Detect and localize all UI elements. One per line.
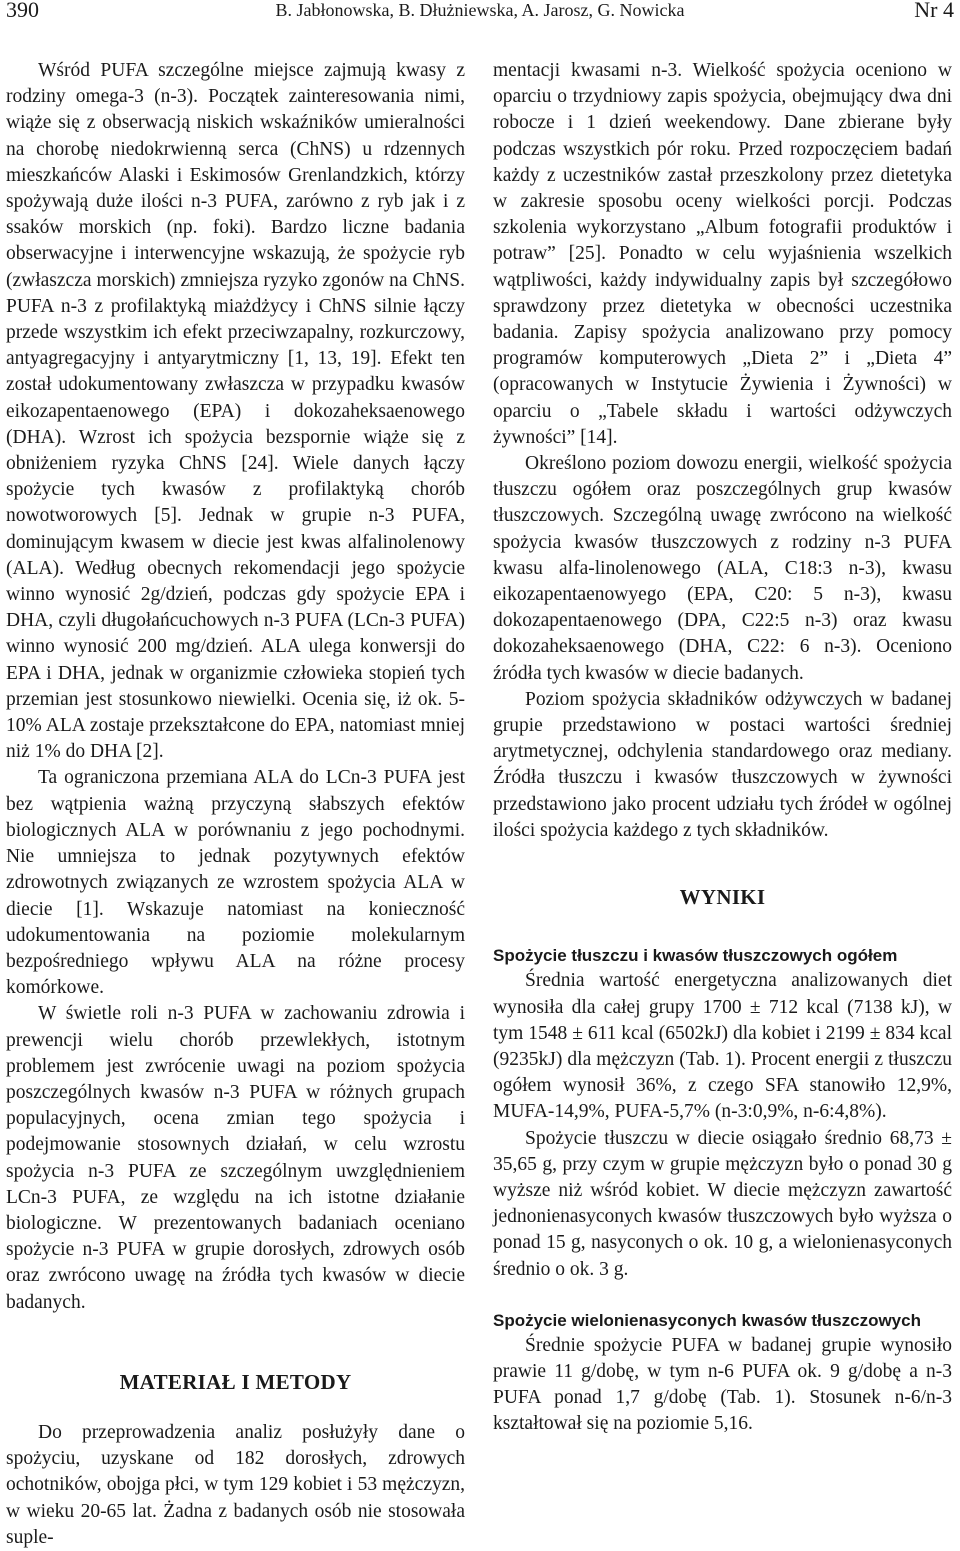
right-column bbox=[493, 58, 952, 1438]
paragraph: Ta ograniczona przemiana ALA do LCn-3 PUFA jest bez wątpienia ważną przyczyną słabszych efektów biologicznych ALA w porównaniu z jego pochodnymi. Nie umniejsza to jednak pozytywnych efektów zdrowotnych związanych ze wzrostem spożycia ALA w diecie [1]. Wskazuje natomiast na konieczność udokumentowania na poziomie molekularnym bezpośredniego wpływu ALA na różne procesy komórkowe. bbox=[6, 767, 465, 999]
paragraph: Średnia wartość energetyczna analizowanych diet wynosiła dla całej grupy 1700 ± 712 kcal (7138 kJ), w tym 1548 ± 611 kcal (6502kJ) dla kobiet i 2199 ± 834 kcal (9235kJ) dla mężczyzn (Tab. 1). Procent energii z tłuszczu ogółem wynosił 36%, z czego SFA stanowiło 12,9%, MUFA-14,9%, PUFA-5,7% (n-3:0,9%, n-6:4,8%). bbox=[493, 970, 952, 1123]
issue-number: Nr 4 bbox=[914, 0, 954, 22]
left-column bbox=[6, 58, 465, 1551]
subsection-heading: Spożycie wielonienasyconych kwasów tłuszczowych bbox=[493, 1310, 921, 1330]
page-number: 390 bbox=[6, 0, 39, 22]
running-header-authors: B. Jabłonowska, B. Dłużniewska, A. Jarosz, G. Nowicka bbox=[275, 0, 685, 20]
paragraph: Do przeprowadzenia analiz posłużyły dane o spożyciu, uzyskane od 182 dorosłych, zdrowych ochotników, obojga płci, w tym 129 kobiet i 53 mężczyzn, w wieku 20-65 lat. Żadna z badanych osób nie stosowała suple- bbox=[6, 1421, 465, 1548]
paragraph: Poziom spożycia składników odżywczych w badanej grupie przedstawiono w postaci wartości średniej arytmetycznej, odchylenia standardowego oraz mediany. Źródła tłuszczu i kwasów tłuszczowych w żywności przedstawiono jako procent udziału tych źródeł w ogólnej ilości spożycia każdego z tych składników. bbox=[493, 688, 952, 841]
section-heading-materials-methods: MATERIAŁ I METODY bbox=[119, 1369, 352, 1394]
paragraph: W świetle roli n-3 PUFA w zachowaniu zdrowia i prewencji wielu chorób przewlekłych, istotnym problemem jest zwrócenie uwagi na poziom spożycia poszczególnych kwasów n-3 PUFA w różnych grupach populacyjnych, ocena zmian tego spożycia i podejmowanie stosownych działań, w celu wzrostu spożycia n-3 PUFA ze szczególnym uwzględnieniem LCn-3 PUFA, ze względu na ich istotne działanie biologiczne. W prezentowanych badaniach oceniano spożycie n-3 PUFA w grupie dorosłych, zdrowych osób oraz zwrócono uwagę na źródła tych kwasów w diecie badanych. bbox=[6, 1003, 465, 1313]
paragraph: Wśród PUFA szczególne miejsce zajmują kwasy z rodziny omega-3 (n-3). Początek zainteresowania nimi, wiąże się z obserwacją niskich wskaźników umieralności na chorobę niedokrwienną serca (ChNS) u rdzennych mieszkańców Alaski i Eskimosów Grenlandzkich, którzy spożywają duże ilości n-3 PUFA, zarówno z ryb jak i z ssaków morskich (np. foki). Bardzo liczne badania obserwacyjne i interwencyjne wskazują, że spożycie ryb (zwłaszcza morskich) zmniejsza ryzyko zgonów na ChNS. PUFA n-3 z profilaktyką miażdżycy i ChNS silnie łączy przede wszystkim ich efekt przeciwzapalny, rozkurczowy, antyagregacyjny i antyarytmiczny [1, 13, 19]. Efekt ten został udokumentowany zwłaszcza w przypadku kwasów eikozapentaenowego (EPA) i dokozaheksaenowego (DHA). Wzrost ich spożycia bezspornie wiąże się z obniżeniem ryzyka ChNS [24]. Wiele danych łączy spożycie tych kwasów z profilaktyką chorób nowotworowych [5]. Jednak w grupie n-3 PUFA, dominującym kwasem w diecie jest kwas alfalinolenowy (ALA). Według obecnych rekomendacji jego spożycie winno wynosić 2g/dzień, podczas gdy spożycie EPA i DHA, czyli długołańcuchowych n-3 PUFA (LCn-3 PUFA) winno wynosić 200 mg/dzień. ALA ulega konwersji do EPA i DHA, jednak w organizmie człowieka stopień tych przemian jest stosunkowo niewielki. Ocenia się, iż ok. 5-10% ALA zostaje przekształcone do EPA, natomiast mniej niż 1% do DHA [2]. bbox=[6, 60, 465, 763]
subsection-heading: Spożycie tłuszczu i kwasów tłuszczowych ogółem bbox=[493, 946, 898, 966]
section-heading-results: WYNIKI bbox=[679, 885, 766, 910]
running-header bbox=[0, 0, 960, 24]
paragraph: Średnie spożycie PUFA w badanej grupie wynosiło prawie 11 g/dobę, w tym n-6 PUFA ok. 9 g/dobę a n-3 PUFA ponad 1,7 g/dobę (Tab. 1). Stosunek n-6/n-3 kształtował się na poziomie 5,16. bbox=[493, 1334, 952, 1435]
paragraph: mentacji kwasami n-3. Wielkość spożycia oceniono w oparciu o trzydniowy zapis spożycia, obejmujący dwa dni robocze i 1 dzień weekendowy. Dane zbierane były podczas wszystkich pór roku. Przed rozpoczęciem badań każdy z uczestników zastał przeszkolony przez dietetyka w zakresie sposobu oceny wielkości porcji. Podczas szkolenia wykorzystano „Album fotografii produktów i potraw” [25]. Ponadto w celu wyjaśnienia wszelkich wątpliwości, każdy indywidualny zapis był szczegółowo sprawdzony przez dietetyka w obecności uczestnika badania. Zapisy spożycia analizowano przy pomocy programów komputerowych „Dieta 2” i „Dieta 4” (opracowanych w Instytucie Żywienia i Żywności) w oparciu o „Tabele składu i wartości odżywczych żywności” [14]. bbox=[493, 60, 952, 448]
paragraph: Spożycie tłuszczu w diecie osiągało średnio 68,73 ± 35,65 g, przy czym w grupie mężczyzn było o ponad 30 g wyższe niż wśród kobiet. W diecie mężczyzn zawartość jednonienasyconych kwasów tłuszczowych było wyższa o ponad 15 g, nasyconych o ok. 10 g, a wielonienasyconych średnio o ok. 3 g. bbox=[493, 1127, 952, 1280]
paragraph: Określono poziom dowozu energii, wielkość spożycia tłuszczu ogółem oraz poszczególnych grup kwasów tłuszczowych. Szczególną uwagę zwrócono na wielkość spożycia kwasów tłuszczowych z rodziny n-3 PUFA kwasu alfa-linolenowego (ALA, C18:3 n-3), kwasu eikozapentaenowyego (EPA, C20: 5 n-3), kwasu dokozapentaenowego (DPA, C22:5 n-3) oraz kwasu dokozaheksaenowego (DHA, C22: 6 n-3). Oceniono źródła tych kwasów w diecie badanych. bbox=[493, 453, 952, 684]
